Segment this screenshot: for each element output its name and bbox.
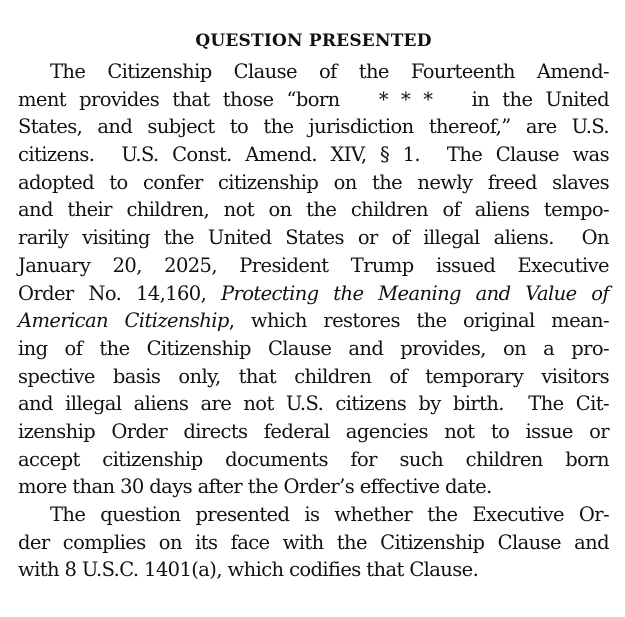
text-line: spective basis only, that children of temporary visitors [18, 364, 609, 388]
text-line: The Citizenship Clause of the Fourteenth Amend- [50, 60, 609, 83]
text-line: ing of the Citizenship Clause and provides, on a pro- [18, 336, 609, 360]
text-line: izenship Order directs federal agencies not to issue or [18, 419, 609, 443]
paragraph-question [18, 501, 609, 584]
text-line: rarily visiting the United States or of illegal aliens. On [18, 226, 609, 250]
document-page [18, 0, 609, 584]
text-line: and illegal aliens are not U.S. citizens by birth. The Cit- [18, 392, 609, 416]
text-line: adopted to confer citizenship on the newly freed slaves [18, 170, 609, 194]
text-line: Order No. 14,160, Protecting the Meaning and Value of [18, 281, 609, 305]
text-line: with 8 U.S.C. 1401(a), which codifies that Clause. [18, 558, 479, 582]
paragraph-question-background [18, 58, 609, 501]
text-line: January 20, 2025, President Trump issued Executive [18, 253, 609, 277]
text-line: States, and subject to the jurisdiction thereof,” are U.S. [18, 115, 609, 139]
text-line: American Citizenship, which restores the original mean- [18, 309, 609, 333]
order-title-italic: American Citizenship [18, 309, 229, 333]
section-heading: QUESTION PRESENTED [195, 31, 432, 51]
text-line: and their children, not on the children of aliens tempo- [18, 198, 609, 222]
order-title-italic: Protecting the Meaning and Value of [220, 281, 609, 305]
text-line: accept citizenship documents for such children born [18, 447, 609, 471]
text-line: more than 30 days after the Order’s effective date. [18, 475, 492, 499]
text-line: ment provides that those “born * * * in the United [18, 87, 609, 111]
text-line: citizens. U.S. Const. Amend. XIV, § 1. The Clause was [18, 143, 609, 167]
text-line: The question presented is whether the Executive Or- [50, 503, 609, 526]
text-line: der complies on its face with the Citizenship Clause and [18, 530, 609, 554]
